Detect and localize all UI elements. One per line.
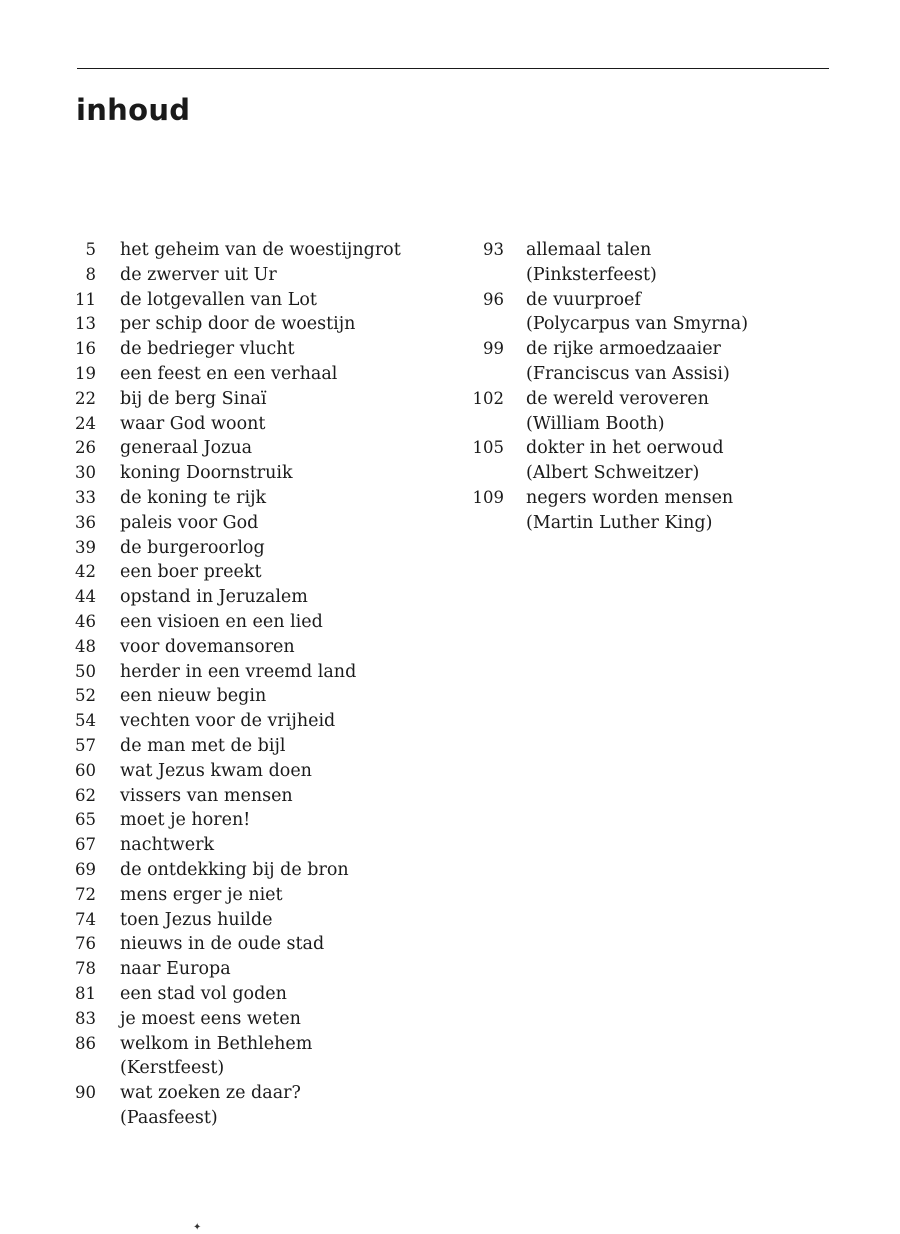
toc-entry-text xyxy=(120,908,272,933)
toc-entry xyxy=(60,362,450,387)
toc-entry xyxy=(60,660,450,685)
toc-page-number: 33 xyxy=(75,487,96,507)
toc-entry-text xyxy=(120,759,312,784)
toc-page-number: 24 xyxy=(75,413,96,433)
toc-entry-title: waar God woont xyxy=(120,413,266,434)
toc-entry-text xyxy=(120,982,287,1007)
toc-entry-title: de rijke armoedzaaier xyxy=(526,339,721,360)
toc-page-number: 8 xyxy=(85,264,96,284)
toc-entry-title: voor dovemansoren xyxy=(120,636,295,657)
toc-entry-text xyxy=(120,312,355,337)
toc-page-number: 30 xyxy=(75,463,96,483)
toc-entry-text xyxy=(120,808,250,833)
page-title: inhoud xyxy=(76,93,191,127)
toc-entry-text xyxy=(120,784,293,809)
toc-entry xyxy=(60,461,450,486)
toc-page-number: 36 xyxy=(75,512,96,532)
toc-entry-title: mens erger je niet xyxy=(120,884,283,905)
toc-page-number: 54 xyxy=(75,711,96,731)
toc-entry xyxy=(60,883,450,908)
toc-entry-text xyxy=(120,957,231,982)
toc-entry-text xyxy=(120,238,401,263)
toc-entry-title: allemaal talen xyxy=(526,240,652,260)
toc-entry xyxy=(470,288,870,338)
toc-entry xyxy=(60,1032,450,1082)
toc-entry-text xyxy=(120,536,265,561)
toc-entry-text xyxy=(120,412,265,437)
toc-entry-title: nieuws in de oude stad xyxy=(120,934,325,955)
toc-entry xyxy=(60,585,450,610)
toc-entry xyxy=(60,982,450,1007)
toc-page-number: 74 xyxy=(75,909,96,929)
toc-entry-text xyxy=(120,362,337,387)
toc-entry xyxy=(60,238,450,263)
toc-entry-text xyxy=(526,288,748,338)
toc-entry xyxy=(60,387,450,412)
toc-page-number: 11 xyxy=(75,289,96,309)
toc-entry-title: per schip door de woestijn xyxy=(120,314,356,335)
toc-entry-text xyxy=(120,1081,301,1131)
toc-entry-title: de lotgevallen van Lot xyxy=(120,289,317,310)
toc-page-number: 60 xyxy=(75,760,96,780)
toc-column-left xyxy=(60,238,450,1131)
toc-entry-text xyxy=(120,709,335,734)
toc-entry-text xyxy=(120,288,317,313)
decorative-mark-icon: ✦ xyxy=(193,1222,202,1233)
toc-entry-title: wat Jezus kwam doen xyxy=(120,760,312,781)
toc-page-number: 105 xyxy=(472,438,504,458)
toc-entry xyxy=(60,610,450,635)
toc-entry xyxy=(60,337,450,362)
toc-page-number: 22 xyxy=(75,388,96,408)
toc-entry-text xyxy=(120,1032,312,1082)
toc-entry xyxy=(60,957,450,982)
toc-page-number: 81 xyxy=(75,983,96,1003)
toc-entry xyxy=(60,784,450,809)
toc-page-number: 102 xyxy=(472,388,504,408)
toc-page-number: 93 xyxy=(483,240,504,259)
toc-entry-text xyxy=(120,436,252,461)
toc-entry-title: naar Europa xyxy=(120,959,231,980)
toc-entry xyxy=(60,288,450,313)
toc-entry-title: de vuurproef xyxy=(526,289,641,310)
toc-entry-title: herder in een vreemd land xyxy=(120,661,357,682)
toc-entry-text xyxy=(526,486,733,536)
toc-entry-text xyxy=(120,883,283,908)
toc-page-number: 5 xyxy=(85,240,96,259)
toc-entry xyxy=(470,238,870,288)
toc-entry-title: negers worden mensen xyxy=(526,487,734,508)
toc-entry-title: de zwerver uit Ur xyxy=(120,264,277,285)
toc-entry xyxy=(60,684,450,709)
toc-entry-title: nachtwerk xyxy=(120,835,215,856)
toc-entry-text xyxy=(120,511,258,536)
toc-entry xyxy=(60,759,450,784)
toc-entry-title: een visioen en een lied xyxy=(120,611,323,632)
toc-entry-title: de koning te rijk xyxy=(120,487,267,508)
toc-entry-title: een feest en een verhaal xyxy=(120,363,338,384)
toc-page-number: 78 xyxy=(75,959,96,979)
toc-entry-title: toen Jezus huilde xyxy=(120,909,273,930)
toc-entry xyxy=(60,312,450,337)
toc-entry-subtitle: (Pinksterfeest) xyxy=(526,264,657,285)
toc-page-number: 65 xyxy=(75,810,96,830)
toc-entry-title: de burgeroorlog xyxy=(120,537,265,558)
toc-page-number: 72 xyxy=(75,884,96,904)
toc-entry xyxy=(60,436,450,461)
toc-page-number: 57 xyxy=(75,735,96,755)
toc-entry xyxy=(60,486,450,511)
toc-entry xyxy=(60,808,450,833)
toc-page-number: 46 xyxy=(75,611,96,631)
toc-entry xyxy=(470,436,870,486)
toc-entry-title: wat zoeken ze daar? xyxy=(120,1083,301,1104)
toc-page-number: 48 xyxy=(75,636,96,656)
toc-entry-title: generaal Jozua xyxy=(120,438,253,459)
toc-entry-subtitle: (Polycarpus van Smyrna) xyxy=(526,314,749,335)
toc-page-number: 90 xyxy=(75,1083,96,1103)
toc-entry-title: welkom in Bethlehem xyxy=(120,1033,313,1054)
toc-entry-text xyxy=(526,337,730,387)
toc-page-number: 19 xyxy=(75,363,96,383)
toc-page-number: 99 xyxy=(483,339,504,359)
toc-page-number: 86 xyxy=(75,1033,96,1053)
toc-entry-text xyxy=(526,387,709,437)
toc-page-number: 52 xyxy=(75,686,96,706)
toc-entry-text xyxy=(120,684,266,709)
toc-entry-title: een boer preekt xyxy=(120,562,262,583)
toc-entry-text xyxy=(120,486,266,511)
toc-page-number: 39 xyxy=(75,537,96,557)
toc-entry xyxy=(60,412,450,437)
toc-entry xyxy=(60,560,450,585)
toc-page-number: 62 xyxy=(75,785,96,805)
toc-entry xyxy=(60,858,450,883)
toc-entry-text xyxy=(120,932,324,957)
toc-entry-text xyxy=(120,387,267,412)
toc-entry xyxy=(470,337,870,387)
toc-entry-title: een nieuw begin xyxy=(120,686,267,707)
toc-page-number: 26 xyxy=(75,438,96,458)
toc-entry-title: het geheim van de woestijngrot xyxy=(120,240,401,260)
toc-entry-text xyxy=(120,560,262,585)
toc-column-right xyxy=(470,238,870,536)
toc-entry xyxy=(60,734,450,759)
toc-entry-text xyxy=(120,833,214,858)
toc-page-number: 109 xyxy=(472,487,504,507)
toc-entry-subtitle: (Franciscus van Assisi) xyxy=(526,363,730,384)
toc-page-number: 76 xyxy=(75,934,96,954)
toc-entry xyxy=(60,635,450,660)
toc-entry-title: moet je horen! xyxy=(120,810,251,831)
toc-entry-title: opstand in Jeruzalem xyxy=(120,587,308,608)
toc-entry-text xyxy=(120,461,293,486)
toc-entry-text xyxy=(120,858,349,883)
toc-entry-title: de ontdekking bij de bron xyxy=(120,859,349,880)
toc-entry-subtitle: (Paasfeest) xyxy=(120,1107,218,1128)
toc-entry-subtitle: (William Booth) xyxy=(526,413,665,434)
toc-page-number: 83 xyxy=(75,1008,96,1028)
toc-entry-text xyxy=(120,585,308,610)
toc-page-number: 42 xyxy=(75,562,96,582)
toc-entry-title: de man met de bijl xyxy=(120,735,286,756)
toc-entry-title: vechten voor de vrijheid xyxy=(120,711,336,732)
toc-entry-text xyxy=(120,610,323,635)
toc-entry xyxy=(470,387,870,437)
toc-page-number: 67 xyxy=(75,835,96,855)
toc-entry xyxy=(60,932,450,957)
toc-entry-text xyxy=(120,263,277,288)
toc-entry-subtitle: (Kerstfeest) xyxy=(120,1058,225,1079)
toc-entry-subtitle: (Albert Schweitzer) xyxy=(526,463,700,484)
toc-entry xyxy=(60,1081,450,1131)
toc-entry-title: paleis voor God xyxy=(120,512,259,533)
toc-page-number: 16 xyxy=(75,339,96,359)
header-rule xyxy=(77,68,829,69)
toc-entry-title: de bedrieger vlucht xyxy=(120,339,295,360)
toc-entry xyxy=(60,536,450,561)
toc-entry xyxy=(470,486,870,536)
toc-entry-title: bij de berg Sinaï xyxy=(120,388,267,409)
toc-entry-title: je moest eens weten xyxy=(120,1008,301,1029)
toc-entry xyxy=(60,833,450,858)
toc-entry-text xyxy=(120,734,285,759)
toc-page-number: 69 xyxy=(75,859,96,879)
toc-entry xyxy=(60,511,450,536)
toc-entry-title: een stad vol goden xyxy=(120,983,287,1004)
toc-entry xyxy=(60,908,450,933)
toc-entry-title: koning Doornstruik xyxy=(120,463,293,484)
toc-entry-text xyxy=(120,1007,301,1032)
toc-entry-text xyxy=(526,436,724,486)
toc-entry-text xyxy=(120,635,295,660)
toc-page-number: 44 xyxy=(75,587,96,607)
toc-entry-text xyxy=(526,238,657,288)
toc-page-number: 96 xyxy=(483,289,504,309)
toc-entry-title: dokter in het oerwoud xyxy=(526,438,724,459)
toc-entry-title: vissers van mensen xyxy=(120,785,293,806)
toc-entry xyxy=(60,263,450,288)
toc-entry-title: de wereld veroveren xyxy=(526,388,709,409)
toc-entry-subtitle: (Martin Luther King) xyxy=(526,512,713,533)
toc-page-number: 13 xyxy=(75,314,96,334)
toc-entry-text xyxy=(120,660,356,685)
toc-entry xyxy=(60,709,450,734)
toc-page-number: 50 xyxy=(75,661,96,681)
toc-entry-text xyxy=(120,337,295,362)
toc-entry xyxy=(60,1007,450,1032)
